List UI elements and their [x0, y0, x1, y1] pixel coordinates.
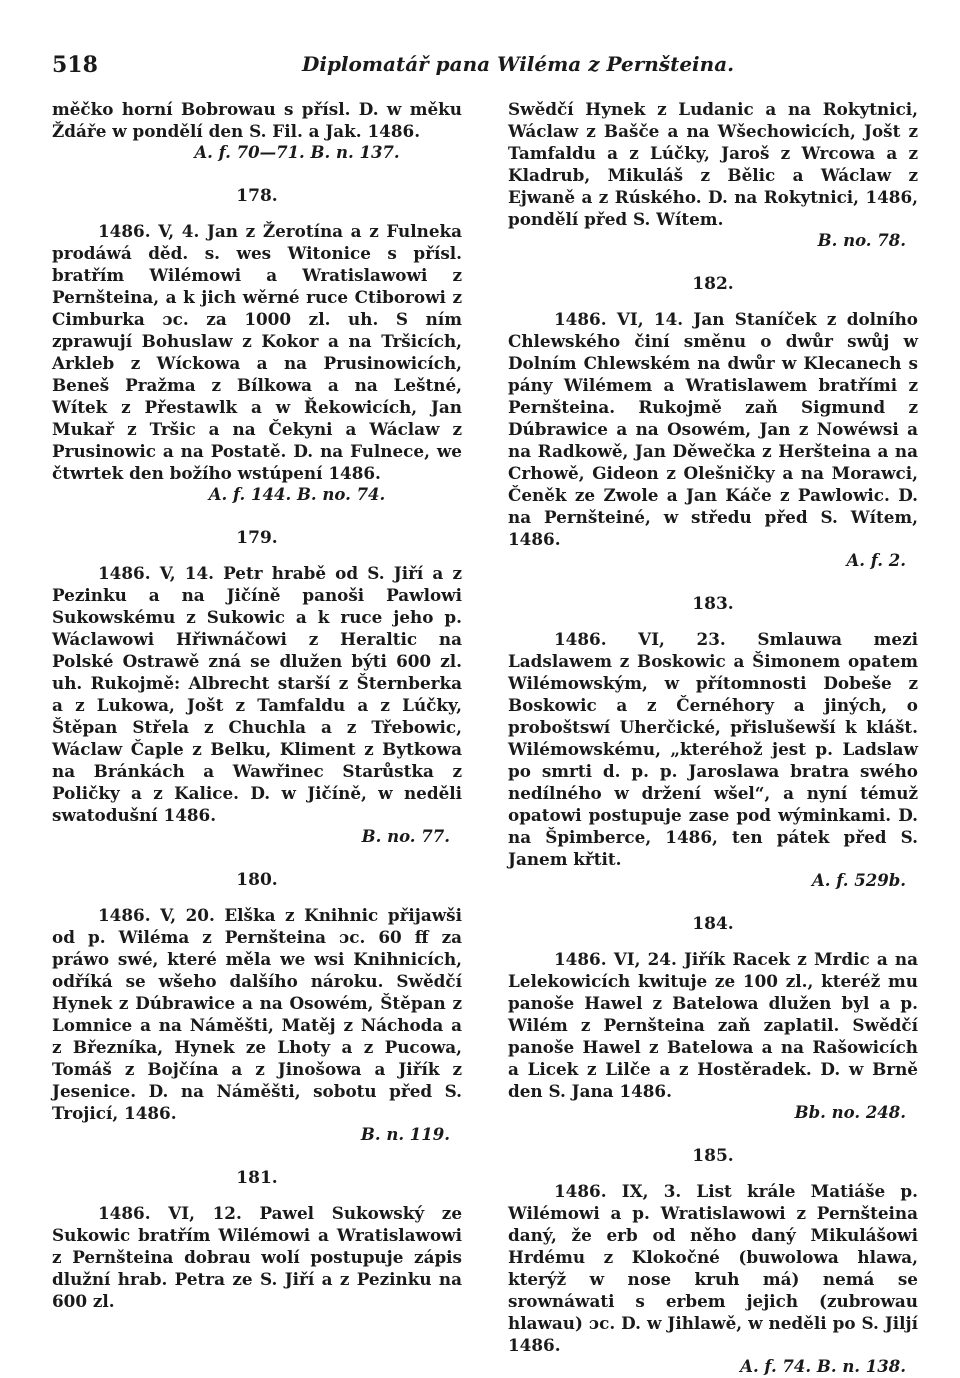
entry-182: [508, 274, 918, 572]
source-reference: Bb. no. 248.: [794, 1103, 906, 1122]
entry-number: 185.: [692, 1146, 734, 1166]
source-reference: A. f. 2.: [846, 551, 906, 570]
entry-number: 184.: [692, 914, 734, 934]
entry-continuation-left: [52, 98, 462, 164]
entry-number: 178.: [236, 186, 278, 206]
entry-181: [52, 1168, 462, 1312]
source-reference: B. no. 77.: [361, 827, 450, 846]
entry-text: 1486. VI, 23. Smlauwa mezi Ladslawem z Boskowic a Šimonem opatem Wilémowským, w přítomnosti Dobeše z Boskowic a z Černéhory a jiných, o proboštswí Uherčické, přislušewší k klášt. Wilémowskému, „kteréhož jest p. Ladslaw po smrti d. p. p. Jaroslawa bratra swého nedílného w držení wšel“, a nyní témuž opatowi postupuje zase pod wýminkami. D. na Špimberce, 1486, ten pátek před S. Janem křtit.: [508, 629, 918, 869]
source-reference: A. f. 74. B. n. 138.: [740, 1357, 906, 1376]
source-reference: A. f. 144. B. no. 74.: [208, 485, 386, 504]
text-columns: [52, 98, 918, 1378]
entry-text: 1486. VI, 24. Jiřík Racek z Mrdic a na Lelekowicích kwituje ze 100 zl., kteréž mu panoše Hawel z Batelowa dlužen byl a p. Wilém z Pernšteina zaň zaplatil. Swědčí panoše Hawel z Batelowa a na Rašowicích a Licek z Lilče a z Hostěradek. D. w Brně den S. Jana 1486.: [508, 949, 918, 1101]
entry-number: 183.: [692, 594, 734, 614]
entry-number: 180.: [236, 870, 278, 890]
entry-text: měčko horní Bobrowau s přísl. D. w měku Ždáře w pondělí den S. Fil. a Jak. 1486.: [52, 99, 462, 141]
entry-179: [52, 528, 462, 848]
entry-text: 1486. V, 20. Elška z Knihnic přijawši od p. Wiléma z Pernšteina ɔc. 60 ff za práwo swé, které měla we wsi Knihnicích, odříká se wšeho dalšího nároku. Swědčí Hynek z Dúbrawice a na Osowém, Štěpan z Lomnice a na Náměšti, Matěj z Náchoda a z Březníka, Hynek ze Lhoty a z Pucowa, Tomáš z Bojčína a z Jinošowa a Jiřík z Jesenice. D. na Náměšti, sobotu před S. Trojicí, 1486.: [52, 905, 462, 1123]
right-column: [508, 98, 918, 1378]
entry-text: 1486. V, 14. Petr hrabě od S. Jiří a z Pezinku a na Jičíně panoši Pawlowi Sukowskému z Sukowic a k ruce jeho p. Wáclawowi Hřiwnáčowi z Heraltic na Polské Ostrawě zná se dlužen býti 600 zl. uh. Rukojmě: Albrecht starší z Šternberka a z Lukowa, Jošt z Tamfaldu a z Lúčky, Štěpan Střela z Chuchla a z Třebowic, Wáclaw Čaple z Belku, Kliment z Bytkowa na Bránkách a Wawřinec Starůstka z Poličky a z Kalice. D. w Jičíně, w neděli swatodušní 1486.: [52, 563, 462, 825]
entry-184: [508, 914, 918, 1124]
entry-continuation-right: [508, 98, 918, 252]
left-column: [52, 98, 462, 1378]
source-reference: B. n. 119.: [360, 1125, 450, 1144]
entry-178: [52, 186, 462, 506]
page-number: 518: [52, 52, 98, 78]
entry-number: 179.: [236, 528, 278, 548]
entry-185: [508, 1146, 918, 1378]
entry-number: 181.: [236, 1168, 278, 1188]
source-reference: A. f. 529b.: [811, 871, 906, 890]
entry-text: Swědčí Hynek z Ludanic a na Rokytnici, Wáclaw z Bašče a na Wšechowicích, Jošt z Tamfaldu a z Lúčky, Jaroš z Wrcowa a z Kladrub, Mikuláš z Bělic a Wáclaw z Ejwaně a z Rúského. D. na Rokytnici, 1486, pondělí před S. Wítem.: [508, 99, 918, 229]
running-title: Diplomatář pana Wiléma z Pernšteina.: [302, 52, 735, 76]
entry-183: [508, 594, 918, 892]
source-reference: B. no. 78.: [817, 231, 906, 250]
entry-text: 1486. IX, 3. List krále Matiáše p. Wilémowi a p. Wratislawowi z Pernšteina daný, že erb od něho daný Mikulášowi Hrdému z Klokočné (buwolowa hlawa, kterýž w nose kruh má) nemá se srownáwati s erbem jejich (zubrowau hlawau) ɔc. D. w Jihlawě, w neděli po S. Jiljí 1486.: [508, 1181, 918, 1355]
entry-text: 1486. V, 4. Jan z Žerotína a z Fulneka prodáwá děd. s. wes Witonice s přísl. bratřím Wilémowi a Wratislawowi z Pernšteina, a k jich wěrné ruce Ctiborowi z Cimburka ɔc. za 1000 zl. uh. S ním zprawují Bohuslaw z Kokor a na Tršicích, Arkleb z Wíckowa a na Prusinowicích, Beneš Pražma z Bílkowa a na Leštné, Wítek z Přestawlk a w Řekowicích, Jan Mukař z Tršic a na Čekyni a Wáclaw z Prusinowic a na Postatě. D. na Fulnece, we čtwrtek den božího wstúpení 1486.: [52, 221, 462, 483]
entry-text: 1486. VI, 14. Jan Staníček z dolního Chlewského činí směnu o dwůr swůj w Dolním Chlewském na dwůr w Klecanech s pány Wilémem a Wratislawem bratřími z Pernšteina. Rukojmě zaň Sigmund z Dúbrawice a na Osowém, Jan z Nowéwsi a na Radkowě, Jan Děwečka z Heršteina a na Crhowě, Gideon z Olešničky a na Morawci, Čeněk ze Zwole a Jan Káče z Pawlowic. D. na Pernšteiné, w středu před S. Wítem, 1486.: [508, 309, 918, 549]
entry-number: 182.: [692, 274, 734, 294]
entry-text: 1486. VI, 12. Pawel Sukowský ze Sukowic bratřím Wilémowi a Wratislawowi z Pernšteina dobrau wolí postupuje zápis dlužní hrab. Petra ze S. Jiří a z Pezinku na 600 zl.: [52, 1203, 462, 1311]
entry-180: [52, 870, 462, 1146]
page-header: [52, 46, 918, 86]
source-reference: A. f. 70—71. B. n. 137.: [194, 143, 400, 162]
